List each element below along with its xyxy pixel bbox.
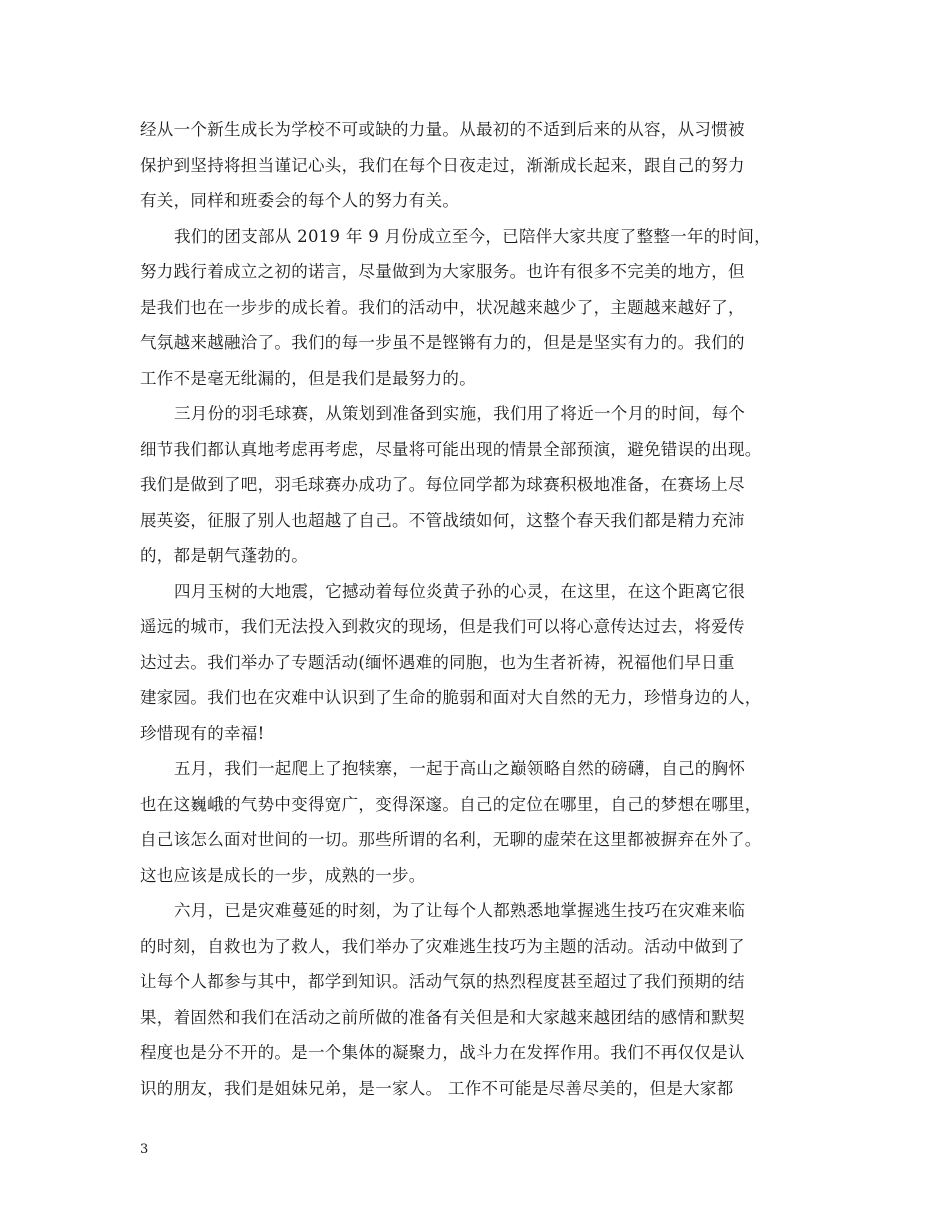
text-line: 达过去。我们举办了专题活动(缅怀遇难的同胞，也为生者祈祷，祝福他们早日重 [140, 652, 735, 672]
text-line: 努力践行着成立之初的诺言，尽量做到为大家服务。也许有很多不完美的地方，但 [140, 262, 745, 281]
page-number: 3 [140, 1142, 149, 1157]
text-line: 气氛越来越融洽了。我们的每一步虽不是铿锵有力的，但是是坚实有力的。我们的 [140, 333, 745, 352]
paragraph-first-line: 三月份的羽毛球赛，从策划到准备到实施，我们用了将近一个月的时间，每个 [174, 404, 746, 423]
text-line: 也在这巍峨的气势中变得宽广，变得深邃。自己的定位在哪里，自己的梦想在哪里， [140, 794, 762, 814]
paragraph-first-line: 六月，已是灾难蔓延的时刻，为了让每个人都熟悉地掌握逃生技巧在灾难来临 [174, 901, 746, 920]
text-line: 的，都是朝气蓬勃的。 [140, 546, 308, 565]
text-line: 建家园。我们也在灾难中认识到了生命的脆弱和面对大自然的无力，珍惜身边的人， [140, 688, 762, 707]
text-line: 有关，同样和班委会的每个人的努力有关。 [140, 191, 460, 210]
text-line: 展英姿，征服了别人也超越了自己。不管战绩如何，这整个春天我们都是精力充沛 [140, 510, 745, 530]
text-line: 这也应该是成长的一步，成熟的一步。 [140, 865, 426, 885]
text-line: 细节我们都认真地考虑再考虑，尽量将可能出现的情景全部预演，避免错误的出现。 [140, 439, 762, 459]
text-line: 自己该怎么面对世间的一切。那些所谓的名利，无聊的虚荣在这里都被摒弃在外了。 [140, 830, 762, 849]
text-line: 是我们也在一步步的成长着。我们的活动中，状况越来越少了，主题越来越好了， [140, 297, 745, 317]
text-line: 我们是做到了吧，羽毛球赛办成功了。每位同学都为球赛积极地准备，在赛场上尽 [140, 475, 745, 494]
text-line: 识的朋友，我们是姐妹兄弟，是一家人。 工作不可能是尽善尽美的，但是大家都 [140, 1078, 734, 1098]
text-line: 果，着固然和我们在活动之前所做的准备有关但是和大家越来越团结的感情和默契 [140, 1007, 745, 1027]
text-line: 程度也是分不开的。是一个集体的凝聚力，战斗力在发挥作用。我们不再仅仅是认 [140, 1043, 745, 1062]
paragraph-first-line: 我们的团支部从 2019 年 9 月份成立至今，已陪伴大家共度了整整一年的时间， [174, 226, 771, 246]
text-line: 让每个人都参与其中，都学到知识。活动气氛的热烈程度甚至超过了我们预期的结 [140, 972, 745, 991]
text-line: 的时刻，自救也为了救人，我们举办了灾难逃生技巧为主题的活动。活动中做到了 [140, 936, 745, 956]
text-line: 工作不是毫无纰漏的，但是我们是最努力的。 [140, 368, 476, 388]
text-line: 遥远的城市，我们无法投入到救灾的现场，但是我们可以将心意传达过去，将爱传 [140, 617, 745, 636]
body-text [140, 112, 840, 1106]
paragraph-first-line: 四月玉树的大地震，它撼动着每位炎黄子孙的心灵，在这里，在这个距离它很 [174, 581, 746, 601]
text-line: 珍惜现有的幸福! [140, 723, 265, 743]
text-line: 保护到坚持将担当谨记心头，我们在每个日夜走过，渐渐成长起来，跟自己的努力 [140, 155, 745, 175]
text-line: 经从一个新生成长为学校不可或缺的力量。从最初的不适到后来的从容，从习惯被 [140, 120, 745, 139]
paragraph-first-line: 五月，我们一起爬上了抱犊寨，一起于高山之巅领略自然的磅礴，自己的胸怀 [174, 759, 746, 778]
